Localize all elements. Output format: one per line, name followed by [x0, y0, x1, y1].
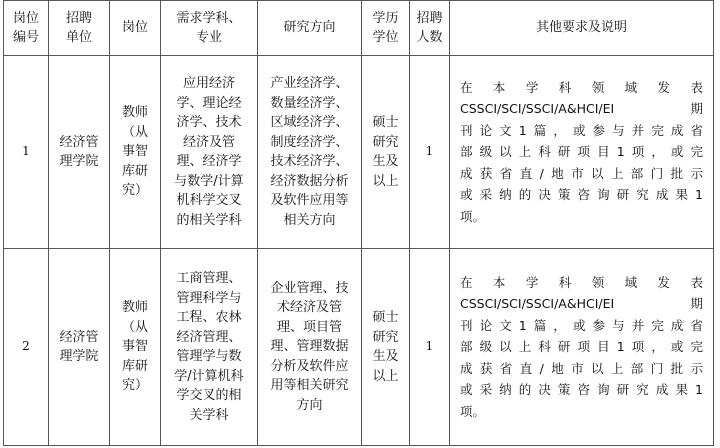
cell-line: 理学院	[59, 349, 99, 364]
cell-line: 成获省直/地市以上部门批示	[460, 360, 703, 376]
cell-line: 库研	[121, 358, 148, 374]
cell-line: 教师	[121, 105, 148, 121]
cell-degree	[362, 56, 410, 249]
cell-line: 研究方向	[283, 20, 336, 36]
header-other	[450, 1, 714, 56]
cell-line: 生及	[372, 349, 399, 364]
cell-line: 项。	[460, 403, 486, 419]
cell-line: 专业	[195, 30, 222, 45]
cell-post-no: 2	[4, 249, 49, 446]
cell-line: 术经济及管	[276, 300, 342, 316]
cell-line: 理、项目管	[276, 319, 342, 335]
cell-line: 工商管理、	[176, 271, 242, 286]
cell-line: 生及	[372, 154, 399, 169]
table-row	[4, 56, 714, 249]
cell-major	[161, 249, 258, 446]
cell-line: 招聘	[65, 10, 92, 26]
cell-line: 人数	[416, 30, 443, 45]
cell-line: 区域经济学、	[270, 115, 349, 130]
cell-line: 工程、农林	[176, 310, 242, 325]
cell-line: 硕士	[372, 310, 399, 325]
cell-line: 经济管理、	[176, 329, 242, 345]
cell-other	[450, 249, 714, 446]
cell-line: 关学科	[189, 407, 229, 423]
cell-line: 部级以上科研项目1项，或完	[460, 144, 703, 160]
cell-line: CSSCI/SCI/SSCI/A&HCI/EI期	[460, 296, 703, 312]
cell-line: 用等相关研究	[270, 378, 349, 394]
cell-line: 事智	[121, 339, 148, 355]
cell-line: 或采纳的决策咨询研究成果1	[460, 187, 703, 203]
cell-line: 库研	[121, 163, 148, 179]
cell-line: 方向	[296, 397, 323, 413]
cell-line: 需求学科、	[176, 10, 242, 26]
cell-line: 经济及管	[182, 134, 235, 150]
cell-research	[258, 56, 362, 249]
cell-line: 以上	[372, 173, 399, 189]
recruitment-table	[3, 0, 714, 446]
cell-line: 或采纳的决策咨询研究成果1	[460, 382, 703, 398]
cell-line: 教师	[121, 300, 148, 316]
cell-line: CSSCI/SCI/SSCI/A&HCI/EI期	[460, 101, 703, 117]
cell-line: 项。	[460, 208, 486, 224]
cell-line: 产业经济学、	[270, 76, 349, 91]
header-major	[161, 1, 258, 56]
cell-line: 招聘	[416, 10, 443, 26]
header-research	[258, 1, 362, 56]
cell-line: 编号	[12, 30, 39, 45]
header-post	[110, 1, 161, 56]
cell-unit	[49, 56, 110, 249]
header-count	[410, 1, 450, 56]
cell-line: 岗位	[12, 10, 39, 26]
cell-line: 济学、技术	[176, 115, 242, 130]
cell-line: 企业管理、技	[270, 280, 349, 296]
cell-line: 及软件应用等	[270, 193, 349, 208]
table-header-row	[4, 1, 714, 56]
cell-line: 以上	[372, 368, 399, 384]
cell-count: 1	[410, 249, 450, 446]
cell-line: 研究	[372, 329, 399, 345]
cell-line: 与数学/计算	[174, 173, 244, 189]
cell-line: （从	[121, 319, 148, 335]
cell-post	[110, 249, 161, 446]
cell-other	[450, 56, 714, 249]
header-unit	[49, 1, 110, 56]
cell-line: 制度经济学、	[270, 134, 349, 150]
cell-line: 技术经济学、	[270, 154, 349, 169]
cell-line: 学/计算机科	[174, 368, 244, 384]
cell-line: （从	[121, 124, 148, 140]
cell-line: 在本学科领域发表	[460, 274, 703, 290]
cell-line: 管理科学与	[176, 290, 242, 306]
cell-line: 岗位	[121, 20, 148, 36]
cell-line: 理、管理数据	[270, 339, 349, 355]
cell-line: 其他要求及说明	[535, 20, 627, 36]
cell-unit	[49, 249, 110, 446]
cell-line: 学、理论经	[176, 95, 242, 111]
cell-line: 经济管	[59, 134, 99, 150]
header-post-no	[4, 1, 49, 56]
cell-line: 应用经济	[182, 76, 235, 91]
cell-line: 在本学科领域发表	[460, 79, 703, 95]
cell-line: 研究	[372, 134, 399, 150]
cell-line: 学交叉的相	[176, 388, 242, 403]
cell-line: 理学院	[59, 154, 99, 169]
cell-major	[161, 56, 258, 249]
cell-line: 学历	[372, 10, 399, 26]
cell-line: 经济管	[59, 329, 99, 345]
header-degree	[362, 1, 410, 56]
cell-line: 究）	[121, 378, 148, 394]
cell-research	[258, 249, 362, 446]
cell-post-no: 1	[4, 56, 49, 249]
cell-line: 刊论文1篇，或参与并完成省	[460, 317, 703, 333]
cell-line: 学位	[372, 30, 399, 45]
cell-count: 1	[410, 56, 450, 249]
cell-line: 的相关学科	[176, 212, 242, 228]
cell-line: 管理学与数	[176, 349, 242, 364]
cell-line: 刊论文1篇，或参与并完成省	[460, 122, 703, 138]
cell-degree	[362, 249, 410, 446]
cell-line: 部级以上科研项目1项，或完	[460, 339, 703, 355]
cell-line: 相关方向	[283, 212, 336, 228]
cell-post	[110, 56, 161, 249]
cell-line: 硕士	[372, 115, 399, 130]
table-row	[4, 249, 714, 446]
cell-line: 成获省直/地市以上部门批示	[460, 165, 703, 181]
cell-line: 经济数据分析	[270, 173, 349, 189]
cell-line: 事智	[121, 144, 148, 160]
cell-line: 理、经济学	[176, 154, 242, 169]
cell-line: 究）	[121, 183, 148, 199]
cell-line: 数量经济学、	[270, 95, 349, 111]
cell-line: 分析及软件应	[270, 358, 349, 374]
cell-line: 单位	[65, 30, 92, 45]
cell-line: 机科学交叉	[176, 193, 242, 208]
